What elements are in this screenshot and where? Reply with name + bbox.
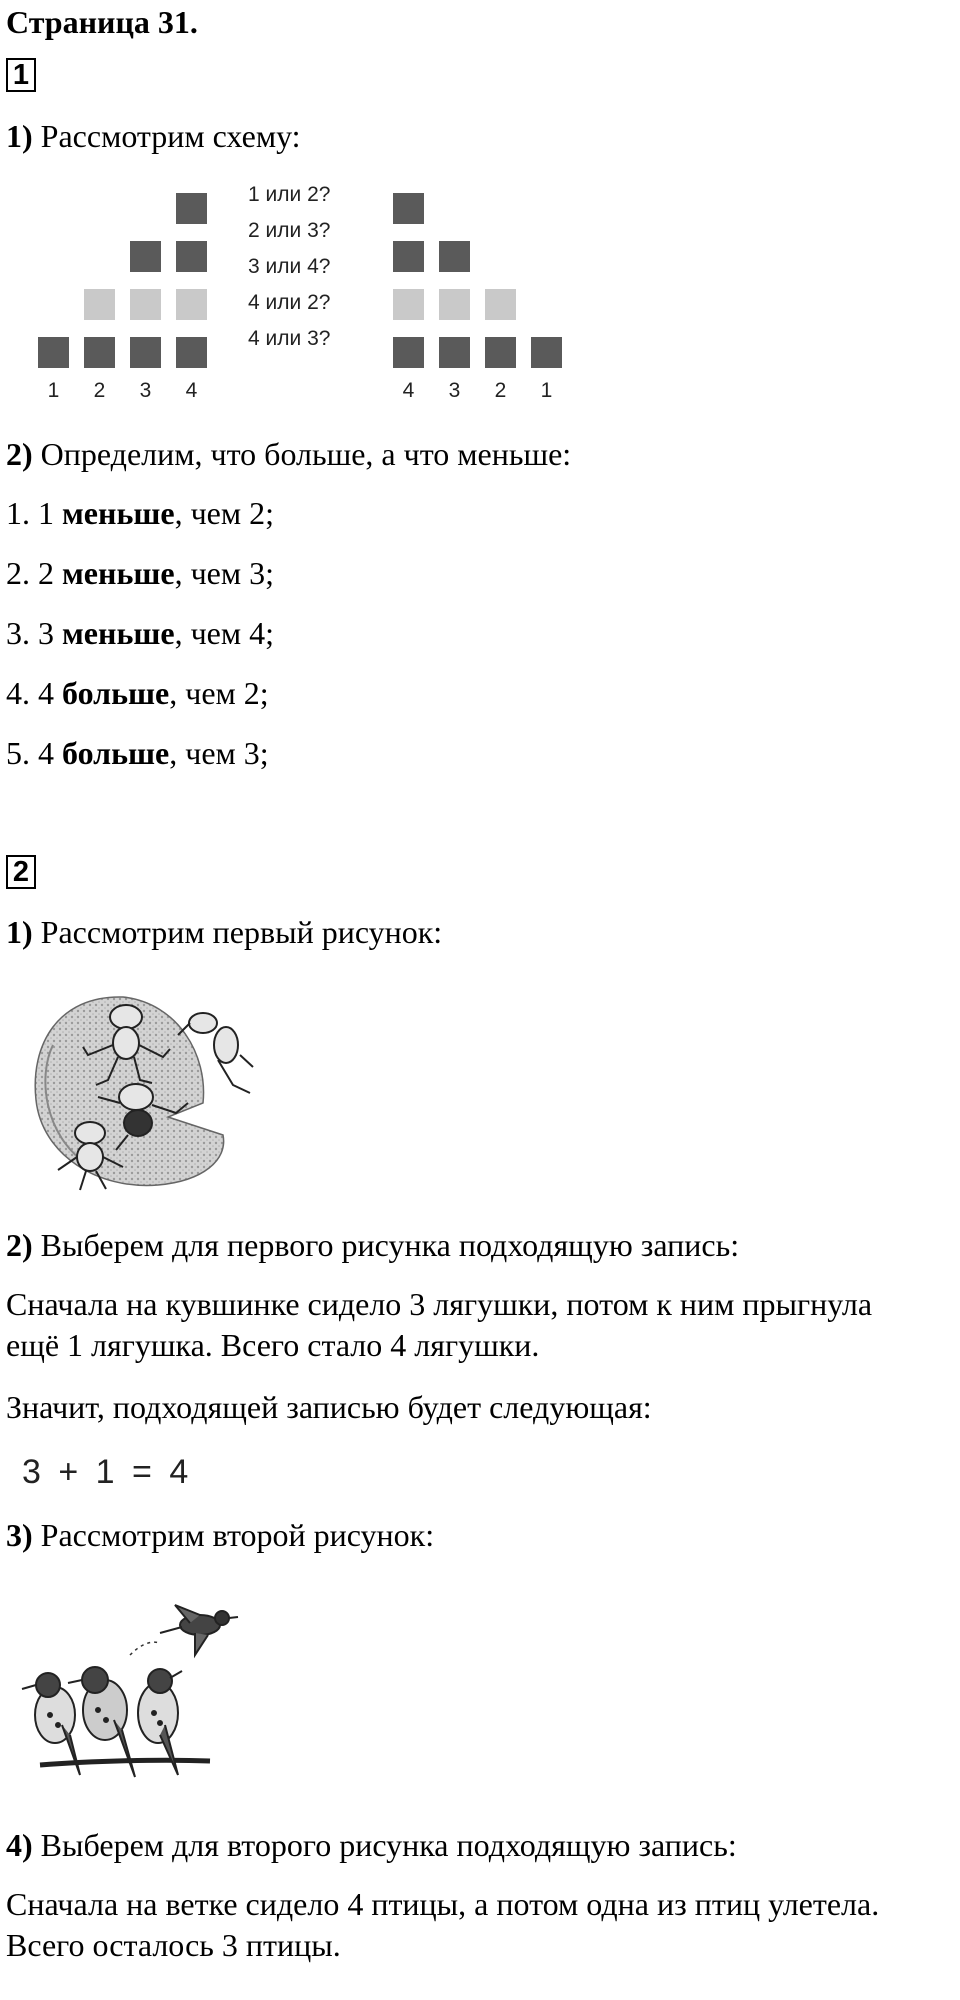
comparison-item: 3. 3 меньше, чем 4; — [6, 615, 275, 651]
scheme-question: 3 или 4? — [248, 255, 331, 278]
square — [176, 241, 207, 272]
task2-step4 — [6, 1825, 737, 1865]
square — [84, 289, 115, 320]
task2-step3 — [6, 1515, 434, 1555]
step-number: 2) — [6, 1227, 33, 1263]
task2-step2 — [6, 1225, 739, 1265]
comparison-item: 1. 1 меньше, чем 2; — [6, 495, 275, 531]
square — [393, 241, 424, 272]
column-label: 1 — [540, 379, 553, 402]
column-label: 3 — [139, 379, 152, 402]
square — [130, 289, 161, 320]
column-label: 3 — [448, 379, 461, 402]
step-number: 3) — [6, 1517, 33, 1553]
square — [393, 337, 424, 368]
square — [130, 241, 161, 272]
scheme-question: 4 или 2? — [248, 291, 331, 314]
square — [130, 337, 161, 368]
step-number: 1) — [6, 914, 33, 950]
scheme-question: 1 или 2? — [248, 183, 331, 206]
column-label: 4 — [185, 379, 198, 402]
birds-on-branch-illustration — [10, 1585, 250, 1800]
square — [531, 337, 562, 368]
paragraph-line: ещё 1 лягушка. Всего стало 4 лягушки. — [6, 1327, 540, 1363]
square — [38, 337, 69, 368]
square — [176, 289, 207, 320]
square — [84, 337, 115, 368]
comparison-scheme — [30, 175, 575, 415]
step-text: Определим, что больше, а что меньше: — [32, 436, 572, 472]
task1-step2 — [6, 434, 571, 474]
step-text: Выберем для второго рисунка подходящую запись: — [32, 1827, 737, 1863]
step-text: Рассмотрим схему: — [32, 118, 301, 154]
paragraph-line: Сначала на ветке сидело 4 птицы, а потом одна из птиц улетела. — [6, 1886, 880, 1922]
step-number: 2) — [6, 436, 33, 472]
step-text: Рассмотрим второй рисунок: — [32, 1517, 435, 1553]
task-number-2: 2 — [6, 855, 36, 889]
scheme-question: 2 или 3? — [248, 219, 331, 242]
task-number-1: 1 — [6, 58, 36, 92]
square — [393, 289, 424, 320]
paragraph-line: Всего осталось 3 птицы. — [6, 1927, 341, 1963]
square — [176, 337, 207, 368]
square — [485, 289, 516, 320]
column-label: 1 — [47, 379, 60, 402]
paragraph-line: Сначала на кувшинке сидело 3 лягушки, потом к ним прыгнула — [6, 1286, 873, 1322]
frogs-on-lily-pad-illustration — [28, 985, 258, 1200]
step-number: 4) — [6, 1827, 33, 1863]
comparison-item: 5. 4 больше, чем 3; — [6, 735, 269, 771]
task1-step1 — [6, 116, 301, 156]
page-title: Страница 31. — [6, 4, 198, 40]
step-text: Выберем для первого рисунка подходящую запись: — [32, 1227, 740, 1263]
paragraph-line: Значит, подходящей записью будет следующая: — [6, 1389, 652, 1425]
column-label: 4 — [402, 379, 415, 402]
square — [439, 289, 470, 320]
column-label: 2 — [93, 379, 106, 402]
comparison-item: 4. 4 больше, чем 2; — [6, 675, 269, 711]
task2-step1 — [6, 912, 442, 952]
scheme-question: 4 или 3? — [248, 327, 331, 350]
square — [439, 241, 470, 272]
column-label: 2 — [494, 379, 507, 402]
square — [393, 193, 424, 224]
step-number: 1) — [6, 118, 33, 154]
square — [439, 337, 470, 368]
square — [485, 337, 516, 368]
math-expression: 3 + 1 = 4 — [22, 1453, 193, 1491]
step-text: Рассмотрим первый рисунок: — [32, 914, 443, 950]
square — [176, 193, 207, 224]
comparison-item: 2. 2 меньше, чем 3; — [6, 555, 275, 591]
